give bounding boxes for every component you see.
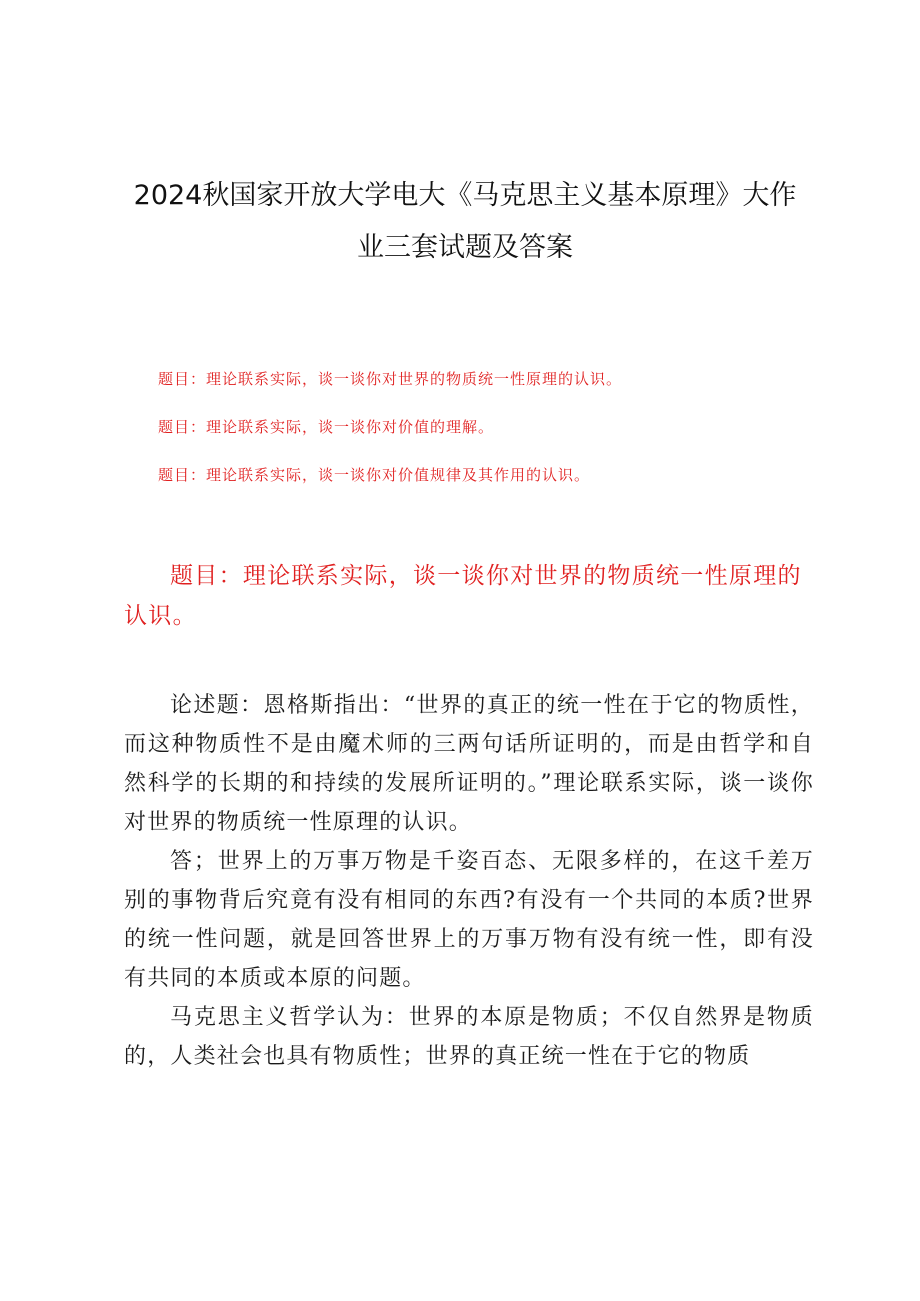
title-line-2: 业三套试题及答案 xyxy=(357,232,573,263)
question-item-3: 题目：理论联系实际，谈一谈你对价值规律及其作用的认识。 xyxy=(158,466,591,484)
paragraph-answer-2: 马克思主义哲学认为：世界的本原是物质；不仅自然界是物质的，人类社会也具有物质性；世界的真正统一性在于它的物质 xyxy=(124,1005,814,1069)
question-item-1: 题目：理论联系实际，谈一谈你对世界的物质统一性原理的认识。 xyxy=(158,370,623,388)
paragraph-question: 论述题：恩格斯指出：“世界的真正的统一性在于它的物质性，而这种物质性不是由魔术师的三两句话所证明的，而是由哲学和自然科学的长期的和持续的发展所证明的。”理论联系实际，谈一谈你对世界的物质统一性原理的认识。 xyxy=(124,693,814,835)
question-item-2: 题目：理论联系实际，谈一谈你对价值的理解。 xyxy=(158,418,495,436)
title-line-1: 2024秋国家开放大学电大《马克思主义基本原理》大作 xyxy=(133,180,797,211)
paragraph-answer-1: 答；世界上的万事万物是千姿百态、无限多样的，在这千差万别的事物背后究竟有没有相同的东西?有没有一个共同的本质?世界的统一性问题，就是回答世界上的万事万物有没有统一性，即有没有共同的本质或本原的问题。 xyxy=(124,849,814,991)
section-heading: 题目：理论联系实际，谈一谈你对世界的物质统一性原理的认识。 xyxy=(124,563,802,629)
answer-body xyxy=(124,686,814,1076)
document-title xyxy=(120,170,810,274)
question-list xyxy=(158,366,858,510)
